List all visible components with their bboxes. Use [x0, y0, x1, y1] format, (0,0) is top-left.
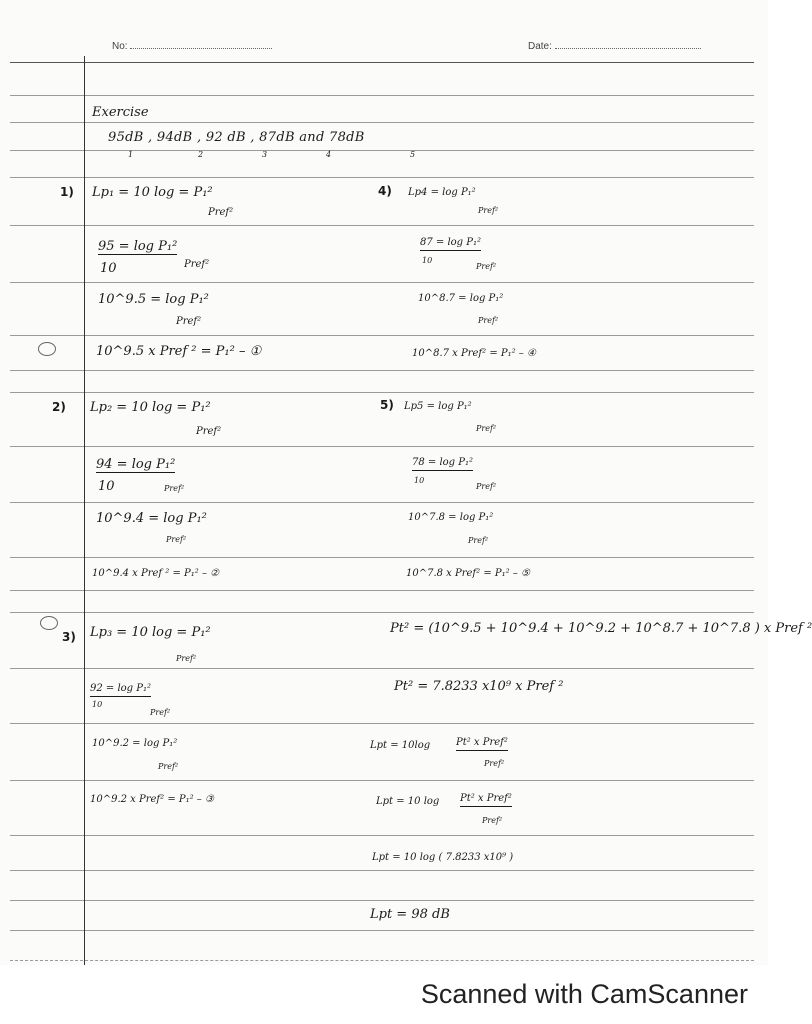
total-sum-line: Pt² = (10^9.5 + 10^9.4 + 10^9.2 + 10^8.7 + 10^7.8 ) x Pref ²: [390, 621, 812, 636]
p5-line-2-denominator: 10: [414, 476, 425, 485]
p4-line-2-pref: Pref²: [476, 262, 497, 271]
ruled-line: [10, 900, 754, 901]
ruled-line: [10, 370, 754, 371]
p5-denominator-1: Pref²: [476, 424, 497, 433]
date-label: Date:: [528, 41, 552, 52]
ruled-line: [10, 392, 754, 393]
date-blank: [555, 40, 701, 49]
p3-line-4: 10^9.2 x Pref² = P₁² – ③: [90, 794, 214, 805]
lpt-line-2-b: Pt² x Pref²: [460, 792, 512, 807]
p4-denominator-1: Pref²: [478, 206, 499, 215]
p5-line-2: 78 = log P₁²: [412, 456, 473, 471]
p1-line-3-pref: Pref²: [176, 316, 202, 327]
p3-line-3-pref: Pref²: [158, 762, 179, 771]
value-index-5: 5: [410, 150, 416, 159]
value-index-3: 3: [262, 150, 268, 159]
ruled-line: [10, 723, 754, 724]
p2-line-1: Lp₂ = 10 log = P₁²: [90, 400, 211, 415]
p4-line-1: Lp4 = log P₁²: [408, 187, 476, 198]
ruled-line: [10, 282, 754, 283]
p5-line-3: 10^7.8 = log P₁²: [408, 512, 494, 523]
camscanner-watermark: Scanned with CamScanner: [420, 979, 748, 1009]
p5-line-2-pref: Pref²: [476, 482, 497, 491]
scan-footer: [0, 965, 768, 1024]
problem-2-number: 2): [52, 400, 66, 414]
value-index-1: 1: [128, 150, 134, 159]
ruled-line: [10, 780, 754, 781]
p2-line-2-denominator: 10: [98, 479, 115, 494]
p3-line-3: 10^9.2 = log P₁²: [92, 738, 178, 749]
p5-line-1: Lp5 = log P₁²: [404, 401, 472, 412]
problem-3-number: 3): [62, 630, 76, 644]
ruled-line: [10, 668, 754, 669]
ruled-line: [10, 612, 754, 613]
ruled-line: [10, 930, 754, 931]
p1-denominator-1: Pref²: [208, 207, 234, 218]
lpt-line-2-a: Lpt = 10 log: [376, 796, 440, 807]
ruled-line: [10, 870, 754, 871]
p3-line-2-pref: Pref²: [150, 708, 171, 717]
lpt-line-1-a: Lpt = 10log: [370, 740, 431, 751]
no-blank: [130, 40, 272, 49]
p2-line-3: 10^9.4 = log P₁²: [96, 511, 207, 526]
values-line: 95dB , 94dB , 92 dB , 87dB and 78dB: [108, 130, 365, 145]
problem-1-number: 1): [60, 185, 74, 199]
p4-line-2-denominator: 10: [422, 256, 433, 265]
ruled-line: [10, 95, 754, 96]
ruled-line: [10, 150, 754, 151]
p2-line-4: 10^9.4 x Pref ² = P₁² – ②: [92, 568, 220, 579]
p3-line-2: 92 = log P₁²: [90, 682, 151, 697]
p4-line-3-pref: Pref²: [478, 316, 499, 325]
p2-line-2: 94 = log P₁²: [96, 457, 176, 472]
margin-line: [84, 56, 85, 965]
p1-line-4: 10^9.5 x Pref ² = P₁² – ①: [96, 344, 262, 359]
p5-line-4: 10^7.8 x Pref² = P₁² – ⑤: [406, 568, 530, 579]
p2-denominator-1: Pref²: [196, 426, 222, 437]
lpt-line-1-c: Pref²: [484, 759, 505, 768]
problem-5-number: 5): [380, 398, 394, 412]
ruled-line: [10, 335, 754, 336]
p1-line-1: Lp₁ = 10 log = P₁²: [92, 185, 213, 200]
exercise-title: Exercise: [92, 105, 149, 120]
p4-line-3: 10^8.7 = log P₁²: [418, 293, 504, 304]
p3-line-2-denominator: 10: [92, 700, 103, 709]
no-label: No:: [112, 41, 128, 52]
ruled-line: [10, 225, 754, 226]
value-index-2: 2: [198, 150, 204, 159]
p2-line-3-pref: Pref²: [166, 535, 187, 544]
final-result: Lpt = 98 dB: [370, 907, 450, 922]
ruled-line: [10, 122, 754, 123]
ruled-line: [10, 590, 754, 591]
problem-4-number: 4): [378, 184, 392, 198]
ruled-line: [10, 835, 754, 836]
p1-line-2: 95 = log P₁²: [98, 239, 178, 254]
ruled-line: [10, 557, 754, 558]
hole-mark: [40, 616, 58, 630]
p3-line-1: Lp₃ = 10 log = P₁²: [90, 625, 211, 640]
date-field: [528, 40, 701, 52]
p3-denominator-1: Pref²: [176, 654, 197, 663]
p5-line-3-pref: Pref²: [468, 536, 489, 545]
total-value-line: Pt² = 7.8233 x10⁹ x Pref ²: [394, 679, 564, 694]
lpt-line-2-c: Pref²: [482, 816, 503, 825]
p2-line-2-pref: Pref²: [164, 484, 185, 493]
no-field: [112, 40, 272, 52]
p1-line-2-denominator: 10: [100, 261, 117, 276]
ruled-line: [10, 62, 754, 63]
ruled-line: [10, 177, 754, 178]
lpt-line-1-b: Pt² x Pref²: [456, 736, 508, 751]
lpt-line-3: Lpt = 10 log ( 7.8233 x10⁹ ): [372, 852, 514, 863]
p4-line-2: 87 = log P₁²: [420, 236, 481, 251]
p1-line-2-pref: Pref²: [184, 259, 210, 270]
ruled-line: [10, 502, 754, 503]
ruled-line: [10, 446, 754, 447]
p1-line-3: 10^9.5 = log P₁²: [98, 292, 209, 307]
hole-mark: [38, 342, 56, 356]
ruled-line: [10, 960, 754, 961]
p4-line-4: 10^8.7 x Pref² = P₁² – ④: [412, 348, 536, 359]
value-index-4: 4: [326, 150, 332, 159]
